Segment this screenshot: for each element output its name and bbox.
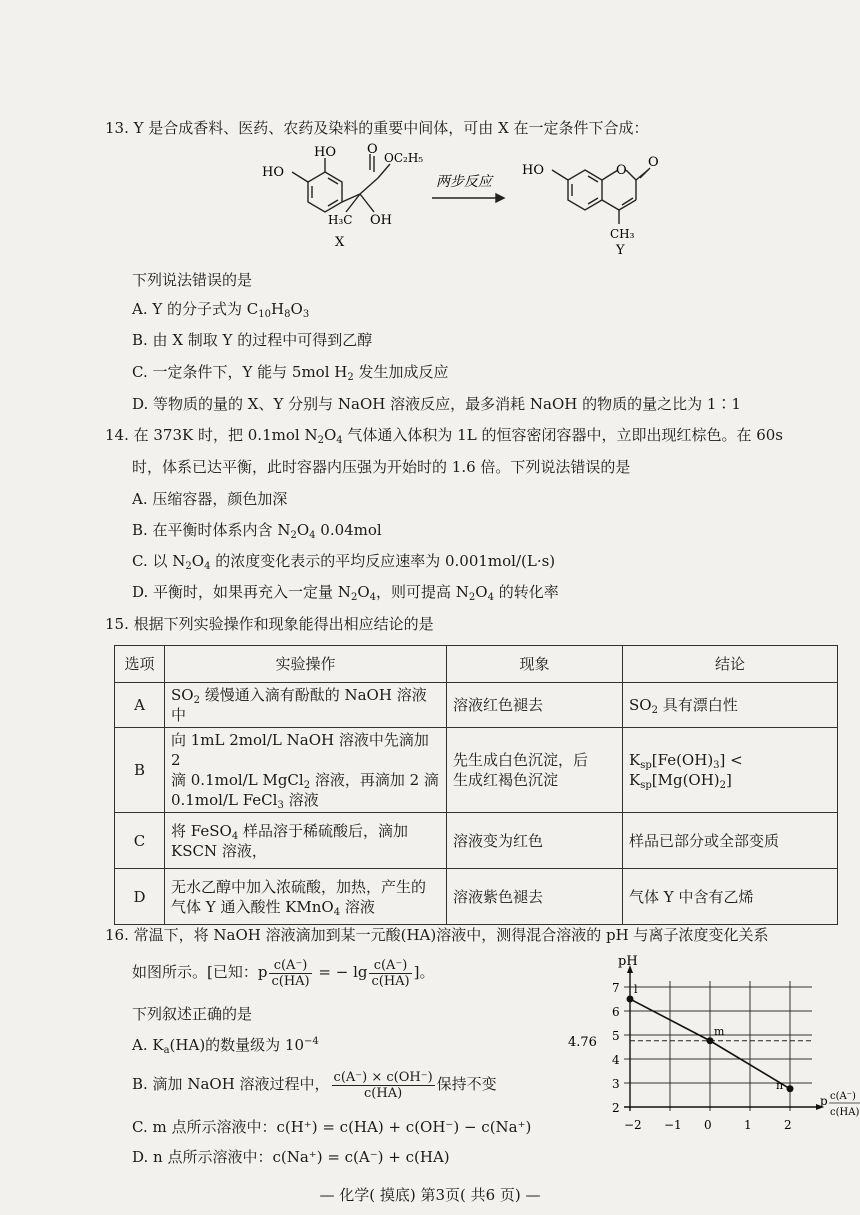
table-row: D 无水乙醇中加入浓硫酸，加热，产生的 气体 Y 通入酸性 KMnO$_4$ 溶液 溶液紫色褪去 气体 Y 中含有乙烯	[115, 869, 838, 925]
y-tick-label: 2	[612, 1101, 620, 1115]
q14-stem-line2: 时，体系已达平衡，此时容器内压强为开始时的 1.6 倍。下列说法错误的是	[132, 458, 631, 476]
data-point-label-m: m	[714, 1024, 725, 1038]
y-tick-label: 6	[612, 1005, 620, 1019]
q14-option-d: D. 平衡时，如果再充入一定量 $N_2O_4$，则可提高 $N_2O_4$ 的转化率	[132, 583, 559, 603]
x-tick-label: 0	[704, 1118, 712, 1132]
q14-option-a: A. 压缩容器，颜色加深	[132, 490, 288, 508]
y-tick-label: 7	[612, 981, 620, 995]
q14-option-c: C. 以 $N_2O_4$ 的浓度变化表示的平均反应速率为 0.001mol/(L·s)	[132, 552, 556, 572]
q14-option-b: B. 在平衡时体系内含 $N_2O_4$ 0.04mol	[132, 521, 382, 541]
y-tick-label: 5	[612, 1029, 620, 1043]
q13-stem: 13. Y 是合成香料、医药、农药及染料的重要中间体，可由 X 在一定条件下合成：	[105, 119, 649, 137]
q13-reaction-scheme	[240, 142, 710, 260]
x-structure	[292, 154, 390, 212]
header-phenomenon: 现象	[447, 646, 623, 683]
x-ho-left: HO	[262, 165, 284, 180]
page-footer: — 化学( 摸底) 第3页( 共6 页) —	[319, 1186, 541, 1204]
table-row: A $SO_2$ 缓慢通入滴有酚酞的 NaOH 溶液中 溶液红色褪去 $SO_2$ 具有漂白性	[115, 683, 838, 728]
table-header-row	[115, 646, 838, 683]
header-option: 选项	[115, 646, 165, 683]
header-conclusion: 结论	[623, 646, 838, 683]
y-tick-label: 4	[612, 1053, 620, 1067]
data-point-m	[707, 1037, 714, 1044]
x-tick-label: 2	[784, 1118, 792, 1132]
q15-table	[114, 645, 838, 925]
reaction-arrow	[432, 194, 504, 202]
x-label: X	[335, 235, 345, 250]
x-axis-label-num: c(A⁻)	[830, 1091, 856, 1102]
y-ch3: CH₃	[610, 227, 635, 241]
q16-option-a: A. $K_a(HA)$的数量级为 $10^{-4}$	[132, 1036, 319, 1056]
q13-prompt: 下列说法错误的是	[132, 271, 253, 289]
y-axis-label: pH	[618, 954, 638, 969]
q16-option-d: D. n 点所示溶液中：c(Na⁺) = c(A⁻) + c(HA)	[132, 1148, 450, 1166]
x-tick-label: −1	[664, 1118, 682, 1132]
table-row: B 向 1mL 2mol/L NaOH 溶液中先滴加 2 滴 0.1mol/L MgCl$_2$ 溶液，再滴加 2 滴 0.1mol/L FeCl$_3$ 溶液 先生成白色沉淀，后 生成红褐色沉淀 $K_{sp}[Fe(OH)_3]$ < $K_{sp}[Mg(OH)_2]$	[115, 728, 838, 813]
header-operation: 实验操作	[165, 646, 447, 683]
q16-stem-line1: 16. 常温下，将 NaOH 溶液滴加到某一元酸(HA)溶液中，测得混合溶液的 pH 与离子浓度变化关系	[105, 926, 769, 944]
q14-stem-line1: 14. 在 373K 时，把 0.1mol $N_2O_4$ 气体通入体积为 1L 的恒容密闭容器中，立即出现红棕色。在 60s	[105, 426, 784, 446]
data-point-label-l: l	[634, 983, 638, 996]
x-ho-top: HO	[314, 145, 336, 160]
q16-prompt: 下列叙述正确的是	[132, 1005, 253, 1023]
x-tick-label: −2	[624, 1118, 642, 1132]
x-tick-label: 1	[744, 1118, 752, 1132]
q13-option-b: B. 由 X 制取 Y 的过程中可得到乙醇	[132, 331, 373, 349]
q15-stem: 15. 根据下列实验操作和现象能得出相应结论的是	[105, 615, 434, 633]
data-point-label-n: n	[776, 1078, 784, 1092]
q13-option-a: A. Y 的分子式为 $C_{10}H_8O_3$	[132, 300, 310, 320]
reaction-condition: 两步反应	[436, 174, 492, 190]
q13-option-c: C. 一定条件下，Y 能与 5mol $H_2$ 发生加成反应	[132, 363, 449, 383]
q16-stem-line2: 如图所示。[已知：p $\frac{c(A^-)}{c(HA)}$ = − lg $\frac{c(A^-)}{c(HA)}$ ]。	[132, 957, 435, 989]
y-carbonyl-o: O	[648, 155, 659, 170]
x-ester-oet: OC₂H₅	[384, 151, 424, 165]
q16-option-c: C. m 点所示溶液中：c(H⁺) = c(HA) + c(OH⁻) − c(Na⁺)	[132, 1118, 532, 1136]
q16-option-b: B. 滴加 NaOH 溶液过程中， $\frac{c(A^-) \times c(OH^-)}{c(HA)}$ 保持不变	[132, 1069, 497, 1101]
y-ho: HO	[522, 163, 544, 178]
y-tick-label: 3	[612, 1077, 620, 1091]
data-point-n	[787, 1085, 794, 1092]
y-label: Y	[616, 243, 625, 258]
x-oh: OH	[370, 213, 392, 228]
y-ring-o: O	[616, 163, 627, 178]
x-axis-label-den: c(HA)	[830, 1107, 860, 1118]
q13-option-d: D. 等物质的量的 X、Y 分别与 NaOH 溶液反应，最多消耗 NaOH 的物质的量之比为 1∶1	[132, 395, 741, 413]
ph-chart	[560, 954, 860, 1140]
x-carbonyl-o: O	[367, 142, 378, 157]
x-axis-label-prefix: p	[820, 1094, 828, 1108]
y-structure	[552, 168, 650, 224]
table-row: C 将 FeSO$_4$ 样品溶于稀硫酸后，滴加 KSCN 溶液， 溶液变为红色 样品已部分或全部变质	[115, 813, 838, 869]
reference-label: 4.76	[568, 1034, 597, 1050]
x-h3c: H₃C	[328, 213, 353, 227]
data-point-l	[627, 996, 634, 1003]
